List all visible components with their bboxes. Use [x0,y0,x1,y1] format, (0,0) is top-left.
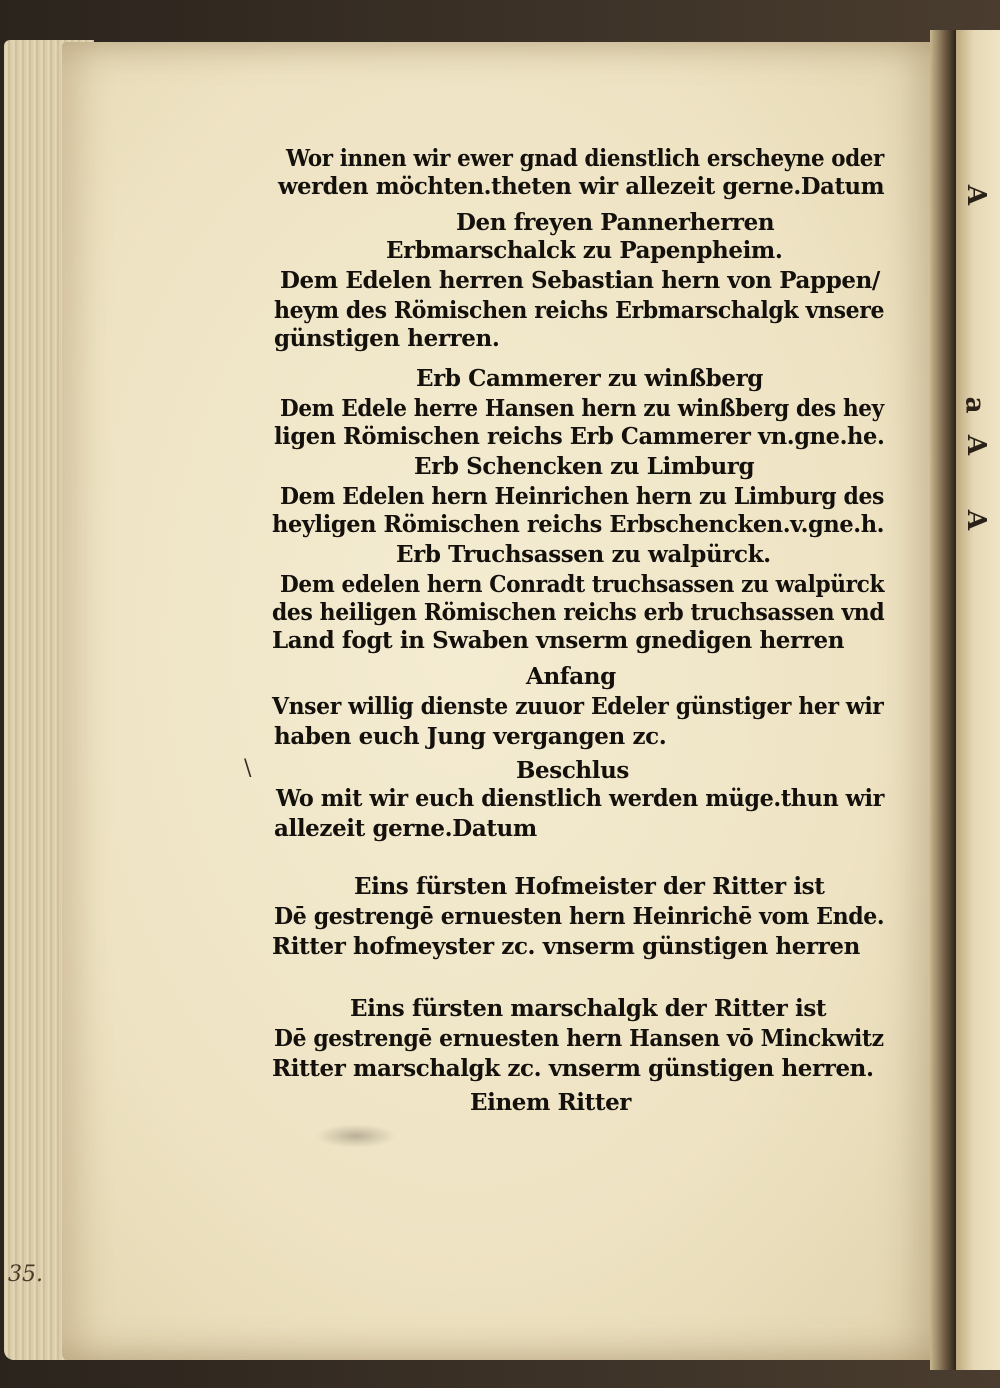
text-line: allezeit gerne.Datum [274,815,537,842]
text-line: Anfang [526,663,616,690]
text-line: Land fogt in Swaben vnserm gnedigen herren [272,627,845,654]
text-line: werden möchten.theten wir allezeit gerne.Datum [278,173,885,200]
text-line: Wor innen wir ewer gnad dienstlich erscheyne oder [286,145,884,172]
text-line: Erb Cammerer zu winßberg [416,365,763,392]
text-line: Ritter hofmeyster zc. vnserm günstigen herren [272,933,860,960]
text-line: Dem edelen hern Conradt truchsassen zu walpürck [280,571,885,598]
edge-glyph: A [961,509,992,531]
text-line: Dem Edelen herren Sebastian hern von Pappen/ [280,267,880,294]
text-line: Dē gestrengē ernuesten hern Heinrichē vom Ende. [274,903,885,930]
edge-glyph: a [959,396,990,414]
next-page-edge [956,30,1000,1370]
text-line: Erb Schencken zu Limburg [414,453,755,480]
margin-mark: \ [244,756,252,781]
text-line: Eins fürsten marschalgk der Ritter ist [350,995,827,1022]
ink-smudge [316,1124,396,1148]
text-line: Wo mit wir euch dienstlich werden müge.thun wir [276,785,884,812]
text-line: Den freyen Pannerherren [456,209,775,236]
book-gutter [930,30,956,1370]
text-line: Dem Edele herre Hansen hern zu winßberg des hey [280,395,884,422]
text-line: Vnser willig dienste zuuor Edeler günstiger her wir [272,693,884,720]
text-line: Erb Truchsassen zu walpürck. [396,541,771,568]
text-line: Einem Ritter [470,1089,632,1116]
text-line: günstigen herren. [274,325,500,352]
edge-glyph: A [961,434,992,456]
edge-glyph: A [961,184,992,206]
text-line: Eins fürsten Hofmeister der Ritter ist [354,873,825,900]
text-line: Erbmarschalck zu Papenpheim. [386,237,783,264]
text-line: heym des Römischen reichs Erbmarschalgk vnsere [274,297,885,324]
text-line: haben euch Jung vergangen zc. [274,723,667,750]
text-line: Beschlus [516,757,629,784]
text-line: Ritter marschalgk zc. vnserm günstigen herren. [272,1055,874,1082]
text-line: des heiligen Römischen reichs erb truchsassen vnd [272,599,885,626]
text-line: heyligen Römischen reichs Erbschencken.v.gne.h. [272,511,885,538]
text-line: Dē gestrengē ernuesten hern Hansen vō Minckwitz [274,1025,884,1052]
text-line: ligen Römischen reichs Erb Cammerer vn.gne.he. [274,423,885,450]
folio-number: 35. [8,1262,43,1287]
text-line: Dem Edelen hern Heinrichen hern zu Limburg des [280,483,884,510]
